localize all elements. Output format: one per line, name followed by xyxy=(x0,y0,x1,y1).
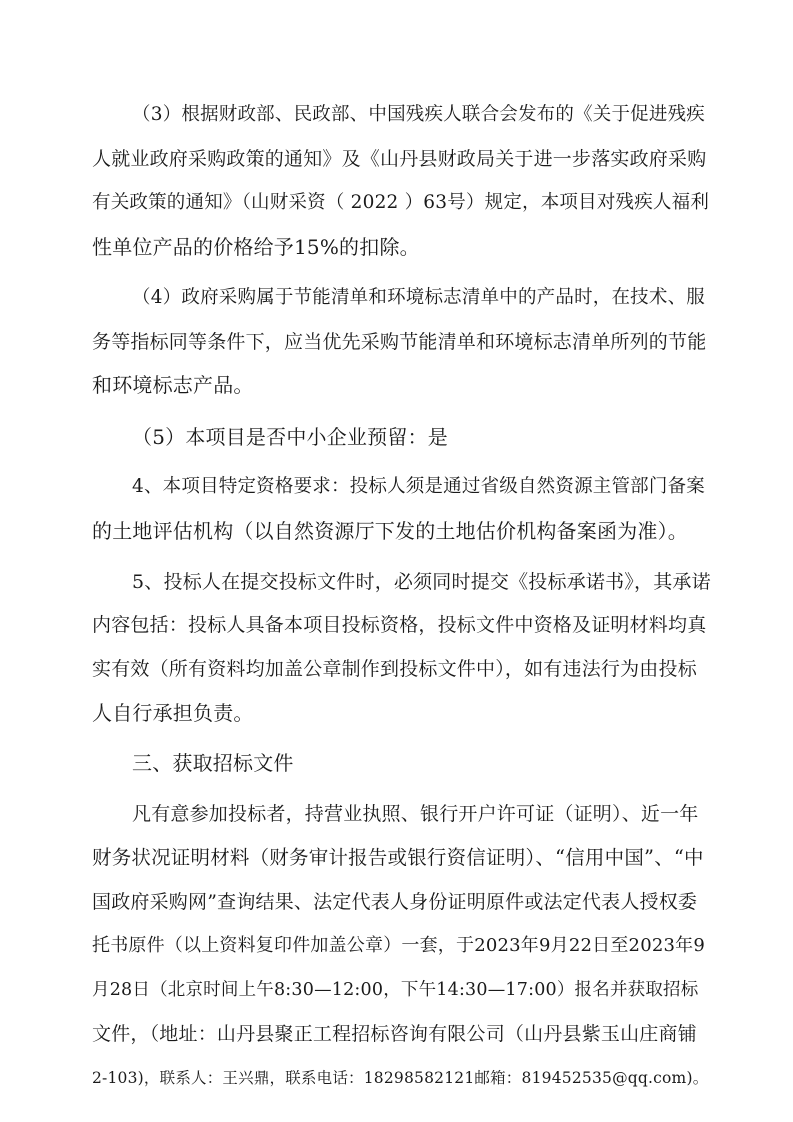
section-heading: 三、获取招标文件 xyxy=(132,751,294,775)
paragraph-line: 月28日（北京时间上午8:30—12:00，下午14:30—17:00）报名并获取招标 xyxy=(92,980,699,1000)
paragraph-line: 财务状况证明材料（财务审计报告或银行资信证明）、“信用中国”、“中 xyxy=(92,846,704,869)
paragraph-line: 托书原件（以上资料复印件加盖公章）一套，于2023年9月22日至2023年9 xyxy=(92,935,706,956)
paragraph-line: 文件，（地址：山丹县聚正工程招标咨询有限公司（山丹县紫玉山庄商铺 xyxy=(92,1023,697,1045)
paragraph-line: 人自行承担负责。 xyxy=(92,701,254,725)
paragraph-line: （5）本项目是否中小企业预留：是 xyxy=(132,425,448,449)
paragraph-line: 的土地评估机构（以自然资源厅下发的土地估价机构备案函为准）。 xyxy=(92,519,688,543)
paragraph-line: 人就业政府采购政策的通知》及《山丹县财政局关于进一步落实政府采购 xyxy=(92,148,707,170)
paragraph-line: （3）根据财政部、民政部、中国残疾人联合会发布的《关于促进残疾 xyxy=(132,104,705,125)
paragraph-line: 有关政策的通知》（山财采资（ 2022 ）63号）规定，本项目对残疾人福利 xyxy=(92,192,710,213)
paragraph-line: 和环境标志产品。 xyxy=(92,373,254,397)
paragraph-line: 性单位产品的价格给予15%的扣除。 xyxy=(92,235,420,259)
paragraph-line: 务等指标同等条件下，应当优先采购节能清单和环境标志清单所列的节能 xyxy=(92,331,707,353)
paragraph-line: 凡有意参加投标者，持营业执照、银行开户许可证（证明）、近一年 xyxy=(132,803,699,825)
paragraph-line: 4、本项目特定资格要求：投标人须是通过省级自然资源主管部门备案 xyxy=(132,476,705,497)
paragraph-line: 实有效（所有资料均加盖公章制作到投标文件中），如有违法行为由投标 xyxy=(92,658,697,680)
paragraph-line: 国政府采购网”查询结果、法定代表人身份证明原件或法定代表人授权委 xyxy=(92,891,698,913)
paragraph-line: 内容包括：投标人具备本项目投标资格，投标文件中资格及证明材料均真 xyxy=(92,614,707,636)
paragraph-line: 2-103)，联系人：王兴鼎，联系电话：18298582121邮箱：819452535@qq.com)。 xyxy=(92,1069,709,1087)
paragraph-line: 5、投标人在提交投标文件时，必须同时提交《投标承诺书》，其承诺 xyxy=(132,571,711,593)
paragraph-line: （4）政府采购属于节能清单和环境标志清单中的产品时，在技术、服 xyxy=(132,287,705,308)
